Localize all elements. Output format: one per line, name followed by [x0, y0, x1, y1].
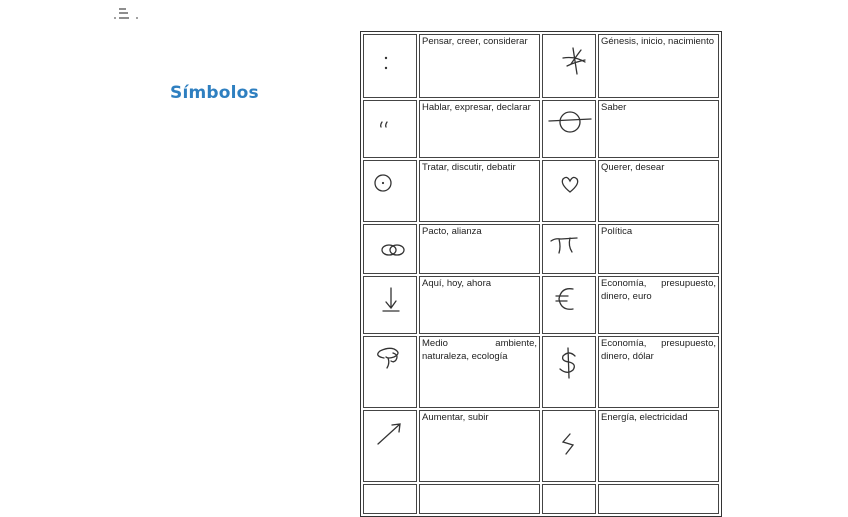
tree-symbol	[366, 338, 414, 406]
meaning-cell: Pacto, alianza	[419, 224, 540, 274]
down-arrow-symbol	[366, 278, 414, 332]
crossed-circle-symbol	[542, 100, 596, 158]
pi-symbol	[545, 226, 593, 272]
meaning-cell: Economía, presupuesto, dinero, dólar	[598, 336, 719, 408]
meaning-cell: Tratar, discutir, debatir	[419, 160, 540, 222]
meaning-cell: Medio ambiente, naturaleza, ecología	[419, 336, 540, 408]
symbol-cell	[363, 484, 417, 514]
meaning-cell: Aumentar, subir	[419, 410, 540, 482]
menu-icon[interactable]	[112, 6, 142, 22]
meaning-cell: Energía, electricidad	[598, 410, 719, 482]
slide-title: Símbolos	[170, 83, 259, 103]
up-arrow-symbol	[363, 410, 417, 482]
euro-symbol	[545, 278, 593, 332]
down-arrow-symbol	[363, 276, 417, 334]
circle-dot-symbol	[366, 162, 414, 220]
heart-symbol	[545, 162, 593, 220]
linked-rings-symbol	[363, 224, 417, 274]
symbol-cell	[542, 484, 596, 514]
tree-symbol	[363, 336, 417, 408]
sprout-symbol	[542, 34, 596, 98]
meaning-cell	[419, 484, 540, 514]
table-row	[363, 224, 719, 274]
lightning-symbol	[545, 412, 593, 480]
meaning-cell: Saber	[598, 100, 719, 158]
colon-dots-symbol	[366, 36, 414, 96]
quotes-symbol	[363, 100, 417, 158]
lightning-symbol	[542, 410, 596, 482]
meaning-cell: Génesis, inicio, nacimiento	[598, 34, 719, 98]
symbols-table-image	[360, 31, 716, 477]
sprout-symbol	[545, 36, 593, 96]
table-row	[363, 410, 719, 482]
meaning-cell: Hablar, expresar, declarar	[419, 100, 540, 158]
symbols-table	[360, 31, 722, 517]
meaning-cell: Economía, presupuesto, dinero, euro	[598, 276, 719, 334]
heart-symbol	[542, 160, 596, 222]
table-row	[363, 100, 719, 158]
table-row	[363, 484, 719, 514]
euro-symbol	[542, 276, 596, 334]
meaning-cell: Querer, desear	[598, 160, 719, 222]
meaning-cell: Pensar, creer, considerar	[419, 34, 540, 98]
colon-dots-symbol	[363, 34, 417, 98]
up-arrow-symbol	[366, 412, 414, 480]
table-row	[363, 34, 719, 98]
meaning-cell: Política	[598, 224, 719, 274]
meaning-cell	[598, 484, 719, 514]
quotes-symbol	[366, 102, 414, 156]
table-row	[363, 276, 719, 334]
circle-dot-symbol	[363, 160, 417, 222]
table-row	[363, 336, 719, 408]
meaning-cell: Aquí, hoy, ahora	[419, 276, 540, 334]
crossed-circle-symbol	[545, 102, 593, 156]
pi-symbol	[542, 224, 596, 274]
linked-rings-symbol	[366, 226, 414, 272]
table-row	[363, 160, 719, 222]
dollar-symbol	[542, 336, 596, 408]
dollar-symbol	[545, 338, 593, 406]
